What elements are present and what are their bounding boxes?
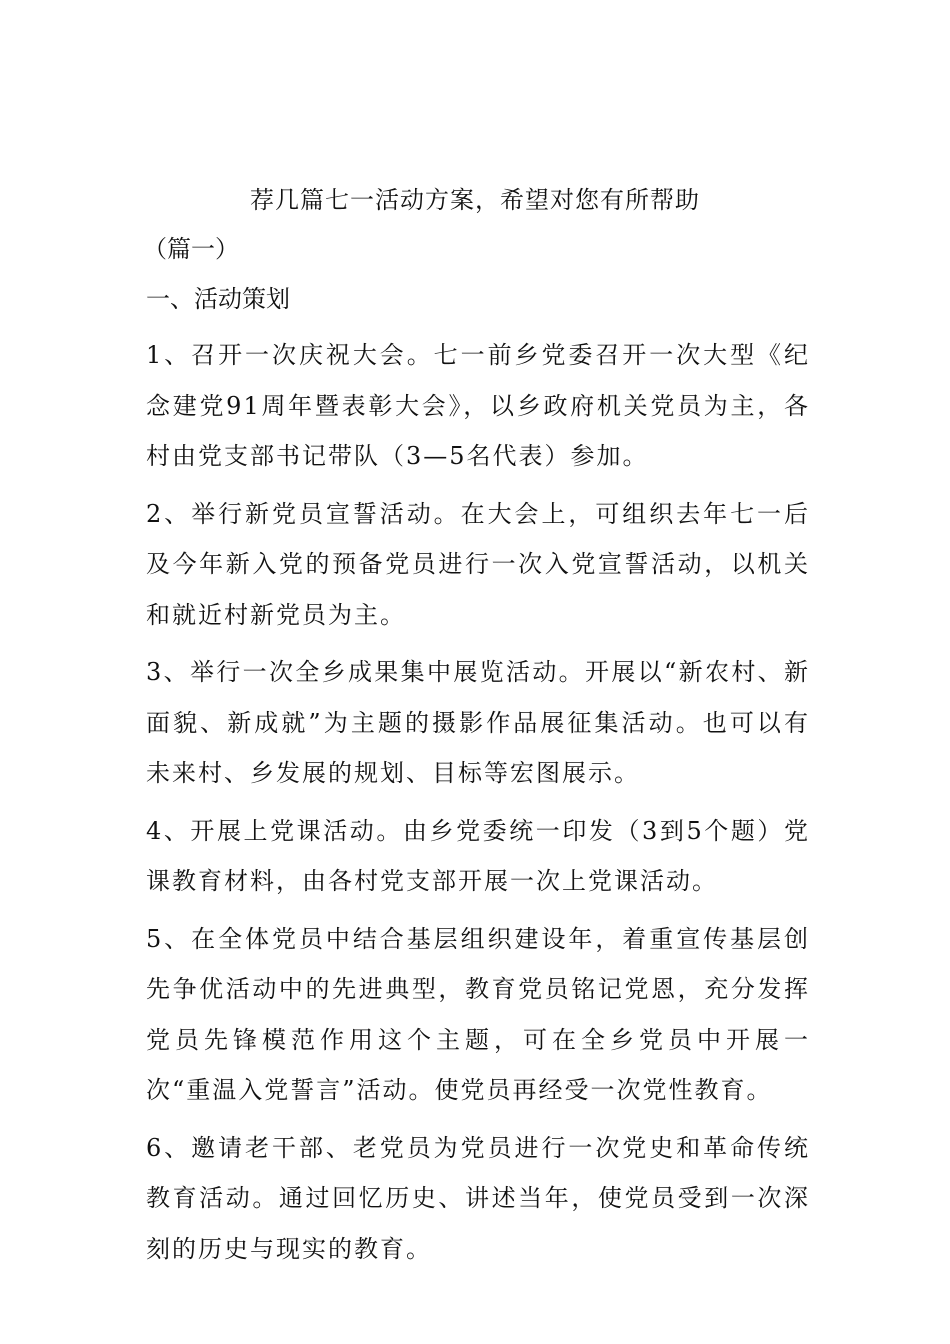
paragraph-4: 4、开展上党课活动。由乡党委统一印发（3到5个题）党课教育材料，由各村党支部开展一次上党课活动。 <box>146 816 810 895</box>
document-title: 荐几篇七一活动方案，希望对您有所帮助 <box>250 186 700 214</box>
paragraph-6: 6、邀请老干部、老党员为党员进行一次党史和革命传统教育活动。通过回忆历史、讲述当年，使党员受到一次深刻的历史与现实的教育。 <box>146 1133 810 1263</box>
document-subtitle: （篇一） <box>143 235 239 263</box>
paragraph-1: 1、召开一次庆祝大会。七一前乡党委召开一次大型《纪念建党91周年暨表彰大会》，以乡政府机关党员为主，各村由党支部书记带队（3—5名代表）参加。 <box>146 341 810 470</box>
section-heading: 一、活动策划 <box>146 285 290 313</box>
document-body <box>146 280 810 1281</box>
paragraph-5: 5、在全体党员中结合基层组织建设年，着重宣传基层创先争优活动中的先进典型，教育党员铭记党恩，充分发挥党员先锋模范作用这个主题，可在全乡党员中开展一次“重温入党誓言”活动。使党员再经受一次党性教育。 <box>146 924 810 1104</box>
paragraph-3: 3、举行一次全乡成果集中展览活动。开展以“新农村、新面貌、新成就”为主题的摄影作品展征集活动。也可以有未来村、乡发展的规划、目标等宏图展示。 <box>146 658 810 787</box>
paragraph-2: 2、举行新党员宣誓活动。在大会上，可组织去年七一后及今年新入党的预备党员进行一次入党宣誓活动，以机关和就近村新党员为主。 <box>146 499 810 629</box>
